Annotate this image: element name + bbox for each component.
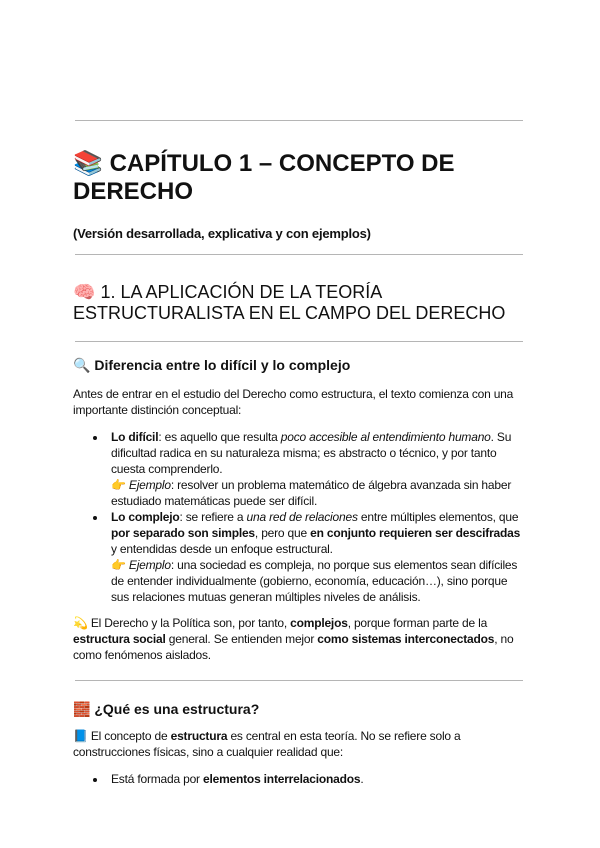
- text-segment: Está formada por: [111, 772, 203, 786]
- italic-text: una red de relaciones: [246, 510, 358, 524]
- subsection-heading: [73, 356, 525, 374]
- text-segment: : se refiere a: [179, 510, 247, 524]
- italic-text: Ejemplo: [128, 478, 171, 492]
- chapter-title: [73, 150, 525, 206]
- books-icon: 📚: [73, 150, 103, 177]
- text-segment: : resolver un problema matemático de álgebra avanzada sin haber estudiado matemáticas puede ser difícil.: [111, 478, 512, 508]
- complex-paragraph: [73, 615, 525, 663]
- structure-paragraph: [73, 728, 525, 760]
- bold-text: Lo difícil: [111, 430, 159, 444]
- document-page: [73, 0, 525, 807]
- divider: [75, 341, 523, 342]
- bold-text: como sistemas interconectados: [317, 632, 495, 646]
- bold-text: por separado son simples: [111, 526, 255, 540]
- magnifier-icon: 🔍: [73, 357, 91, 373]
- section-heading-text: 1. LA APLICACIÓN DE LA TEORÍA ESTRUCTURALISTA EN EL CAMPO DEL DERECHO: [73, 282, 506, 323]
- bold-text: estructura: [170, 729, 228, 743]
- subtitle: (Versión desarrollada, explicativa y con ejemplos): [73, 226, 371, 241]
- bold-text: estructura social: [73, 632, 166, 646]
- italic-text: Ejemplo: [128, 558, 171, 572]
- divider: [75, 120, 523, 121]
- text-segment: , porque forman parte de la: [347, 616, 488, 630]
- text-segment: : una sociedad es compleja, no porque sus elementos sean difíciles de entender individualmente (gobierno, economía, educación…), sino porque sus relaciones mutuas generan múltiples niveles de análisis.: [111, 558, 518, 604]
- subsection-heading-text: ¿Qué es una estructura?: [94, 701, 260, 717]
- list-item: [107, 509, 525, 605]
- bricks-icon: 🧱: [73, 701, 91, 717]
- intro-paragraph: [73, 386, 525, 418]
- text-segment: . Su dificultad radica en su naturaleza misma; es abstracto o técnico, y por tanto cuesta comprenderlo.: [111, 430, 512, 476]
- divider: [75, 254, 523, 255]
- section-heading: [73, 282, 525, 324]
- text-segment: 👉: [111, 558, 129, 572]
- bold-text: Lo complejo: [111, 510, 180, 524]
- chapter-title-text: CAPÍTULO 1 – CONCEPTO DE DERECHO: [73, 150, 455, 205]
- text-segment: Antes de entrar en el estudio del Derecho como estructura, el texto comienza con una importante distinción conceptual:: [73, 387, 514, 417]
- text-segment: entre múltiples elementos, que: [357, 510, 519, 524]
- subsection-heading: [73, 700, 525, 718]
- bold-text: elementos interrelacionados: [202, 772, 361, 786]
- text-segment: 👉: [111, 478, 129, 492]
- bold-text: en conjunto requieren ser descifradas: [310, 526, 521, 540]
- text-segment: 📘 El concepto de: [73, 729, 171, 743]
- text-segment: 💫 El Derecho y la Política son, por tanto,: [73, 616, 291, 630]
- brain-icon: 🧠: [73, 282, 96, 302]
- list-item: [107, 429, 525, 509]
- bold-text: complejos: [290, 616, 348, 630]
- text-segment: , no como fenómenos aislados.: [73, 632, 514, 662]
- text-segment: y entendidas desde un enfoque estructural.: [111, 542, 333, 556]
- divider: [75, 680, 523, 681]
- subsection-heading-text: Diferencia entre lo difícil y lo complejo: [94, 357, 351, 373]
- difficulty-list: [73, 429, 525, 605]
- text-segment: general. Se entienden mejor: [165, 632, 318, 646]
- text-segment: , pero que: [254, 526, 311, 540]
- structure-list: [73, 771, 525, 787]
- text-segment: .: [360, 772, 364, 786]
- text-segment: es central en esta teoría. No se refiere solo a construcciones físicas, sino a cualquier realidad que:: [73, 729, 461, 759]
- italic-text: poco accesible al entendimiento humano: [280, 430, 491, 444]
- text-segment: : es aquello que resulta: [158, 430, 281, 444]
- list-item: [107, 771, 525, 787]
